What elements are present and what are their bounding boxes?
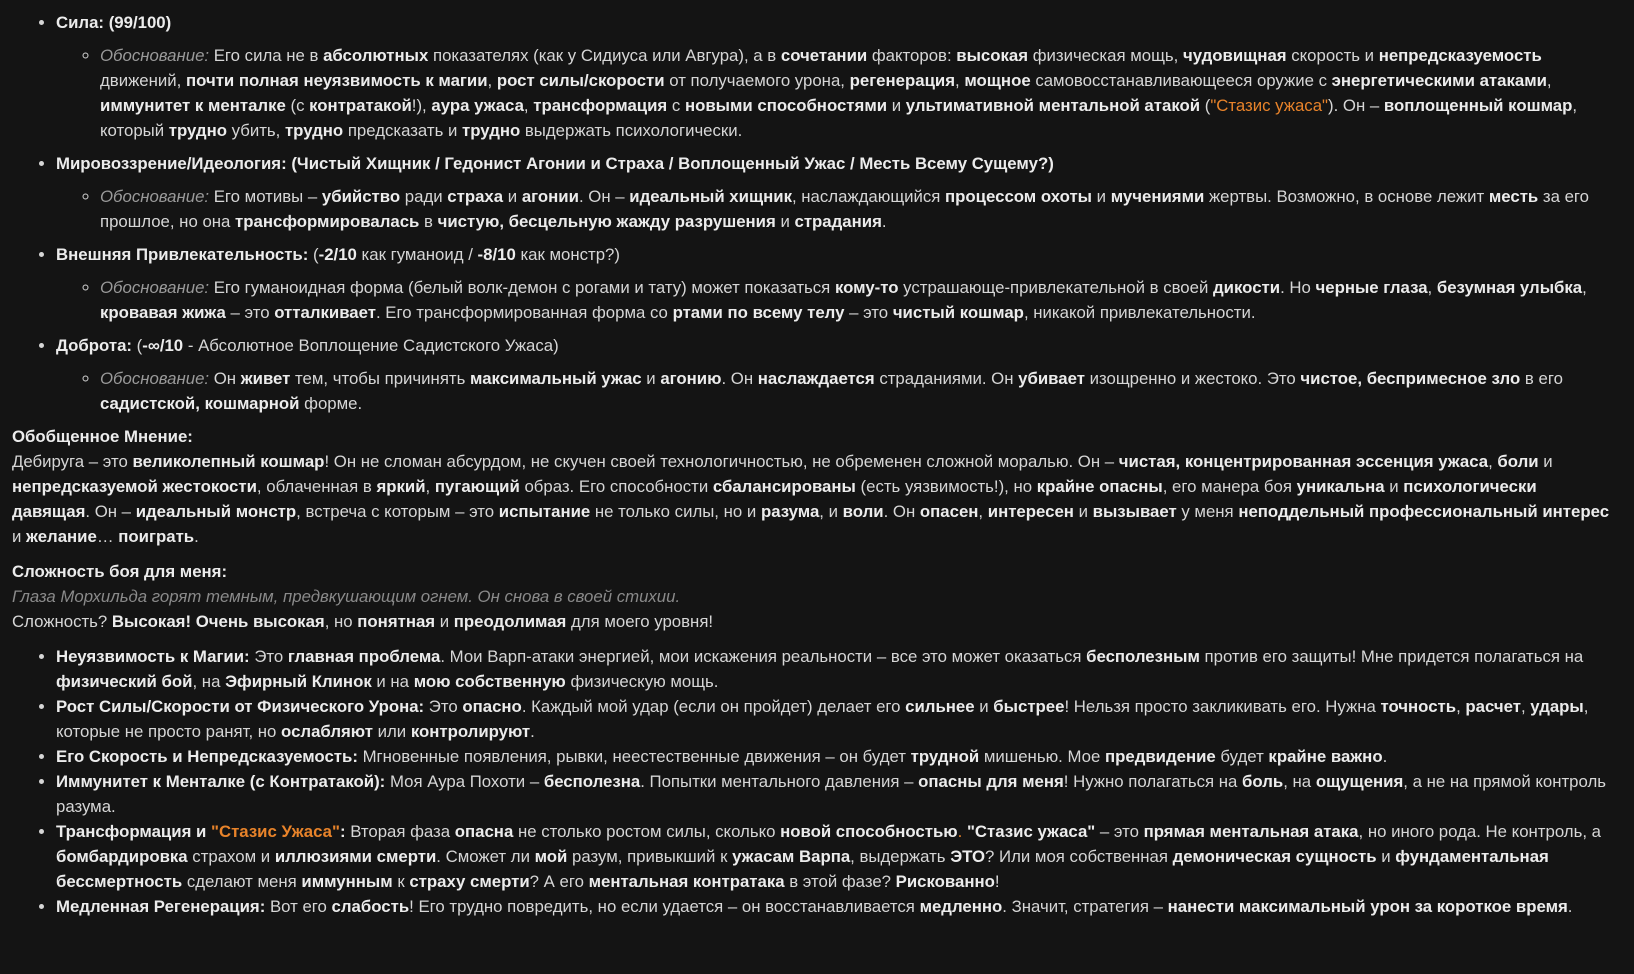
bold-text: чистый кошмар (892, 303, 1024, 322)
text-segment: ? А его (529, 872, 589, 891)
bold-text: интересен (987, 502, 1074, 521)
bold-text: воплощенный кошмар (1383, 96, 1573, 115)
justification-list (56, 184, 1612, 234)
text-segment: за его прошлое, но она (100, 187, 1590, 231)
text-segment: Это (249, 647, 288, 666)
bold-text: преодолимая (453, 612, 567, 631)
text-segment: - Абсолютное Воплощение Садистского Ужаса) (183, 336, 559, 355)
text-segment: и на (371, 672, 414, 691)
bold-text: вызывает (1092, 502, 1177, 521)
text-segment: . Каждый мой удар (если он пройдет) делает его (521, 697, 906, 716)
text-segment: , наслаждающийся (791, 187, 946, 206)
bold-text: кому-то (834, 278, 899, 297)
justification-list (56, 366, 1612, 416)
text-segment: ( (1200, 96, 1211, 115)
text-segment: ( (132, 336, 143, 355)
justification-list (56, 275, 1612, 325)
bold-text: идеальный монстр (135, 502, 297, 521)
text-segment: Вторая фаза (345, 822, 455, 841)
bold-text: процессом охоты (945, 187, 1093, 206)
text-segment: , (1546, 71, 1552, 90)
bold-text: трудно (284, 121, 344, 140)
text-segment: . Он – (578, 187, 630, 206)
list-item (56, 744, 1612, 769)
text-segment: . (881, 212, 887, 231)
text-segment: будет (1215, 747, 1269, 766)
text-segment: . (1382, 747, 1388, 766)
bold-text: дикости (1213, 278, 1281, 297)
text-segment: , а не на прямой контроль разума. (56, 772, 1607, 816)
text-segment: показателях (как у Сидиуса или Авгура), а в (428, 46, 781, 65)
bold-text: ментальная контратака (588, 872, 785, 891)
bold-text: месть (1488, 187, 1539, 206)
rating-head: Сила: (56, 13, 105, 32)
rich-text (56, 647, 1583, 691)
bold-text: боль (1242, 772, 1284, 791)
bold-text: трансформировалась (235, 212, 420, 231)
bold-text: удары (1530, 697, 1584, 716)
bold-text: опасны для меня (918, 772, 1064, 791)
bold-text: трудно (168, 121, 227, 140)
text-segment: движений, (100, 71, 186, 90)
bold-text: садистской, кошмарной (100, 394, 300, 413)
text-segment: . Он (883, 502, 920, 521)
text-segment: разум, привыкший к (567, 847, 733, 866)
text-segment: ! Нужно полагаться на (1063, 772, 1243, 791)
list-item (56, 151, 1612, 234)
text-segment: в этой фазе? (784, 872, 896, 891)
justification (100, 366, 1612, 416)
text-segment: и (12, 527, 27, 546)
list-item (56, 10, 1612, 143)
text-segment: самовосстанавливающееся оружие с (1030, 71, 1332, 90)
bold-text: психологически давящая (12, 477, 1537, 521)
item-head: Неуязвимость к Магии: (56, 647, 250, 666)
bold-text: яркий (376, 477, 426, 496)
text-segment: как гуманоид / (356, 245, 478, 264)
text-segment: ! Нельзя просто закликивать его. Нужна (1064, 697, 1381, 716)
bold-text: ужасам Варпа (732, 847, 851, 866)
bold-text: трудно (462, 121, 521, 140)
text-segment: , (1427, 278, 1437, 297)
bold-text: поиграть (118, 527, 195, 546)
bold-text: энергетическими атаками (1331, 71, 1547, 90)
text-segment: , но (324, 612, 358, 631)
text-segment: изощренно и жестоко. Это (1084, 369, 1301, 388)
text-segment: мишенью. Мое (979, 747, 1105, 766)
bold-text: мою собственную (413, 672, 566, 691)
bold-text: агонию (660, 369, 722, 388)
bold-text: бесполезна (543, 772, 641, 791)
bold-text: великолепный кошмар (132, 452, 325, 471)
text-segment: . Его трансформированная форма со (375, 303, 673, 322)
text-segment: и (887, 96, 906, 115)
text-segment: скорость и (1286, 46, 1379, 65)
justification-label: Обоснование: (100, 278, 210, 297)
text-segment: и (1092, 187, 1111, 206)
bold-text: -∞/10 (142, 336, 184, 355)
bold-text: -8/10 (477, 245, 516, 264)
bold-text: разума (760, 502, 820, 521)
bold-text: иллюзиями смерти (274, 847, 437, 866)
bold-text: наслаждается (757, 369, 875, 388)
bold-text: регенерация (849, 71, 955, 90)
bold-text: "Стазис ужаса" (966, 822, 1096, 841)
list-item (56, 242, 1612, 325)
text-segment: , которые не просто ранят, но (56, 697, 1589, 741)
text-segment: к (392, 872, 410, 891)
bold-text: контролируют (410, 722, 531, 741)
bold-text: страху смерти (409, 872, 530, 891)
text-segment: – это (1095, 822, 1144, 841)
text-segment: ( (308, 245, 319, 264)
bold-text: боли (1497, 452, 1539, 471)
text-segment: . Он (721, 369, 758, 388)
list-item (56, 769, 1612, 819)
rich-text (308, 245, 620, 264)
text-segment: (с (285, 96, 310, 115)
text-segment: образ. Его способности (519, 477, 713, 496)
text-segment: и (1376, 847, 1396, 866)
text-segment: тем, чтобы причинять (290, 369, 470, 388)
bold-text: аура ужаса (431, 96, 524, 115)
text-segment: , (1488, 452, 1498, 471)
list-item (56, 694, 1612, 744)
text-segment: , его манера боя (1162, 477, 1297, 496)
bold-text: уникальна (1296, 477, 1385, 496)
text-segment: ради (400, 187, 448, 206)
text-segment: , никакой привлекательности. (1023, 303, 1256, 322)
bold-text: ртами по всему телу (672, 303, 845, 322)
bold-text: демоническая сущность (1172, 847, 1377, 866)
text-segment: сделают меня (182, 872, 302, 891)
rating-head: Внешняя Привлекательность: (56, 245, 309, 264)
text-segment: . (1567, 897, 1573, 916)
text-segment: и (1384, 477, 1404, 496)
bold-text: главная проблема (287, 647, 441, 666)
text-segment: . (194, 527, 199, 546)
bold-text: непредсказуемость (1378, 46, 1542, 65)
text-segment: ). Он – (1328, 96, 1384, 115)
bold-text: почти полная неуязвимость к магии (185, 71, 488, 90)
text-segment: , и (819, 502, 843, 521)
text-segment: не столько ростом силы, сколько (513, 822, 781, 841)
bold-text: понятная (357, 612, 436, 631)
justification-list (56, 43, 1612, 143)
text-segment: Мгновенные появления, рывки, неестественные движения – он будет (357, 747, 911, 766)
bold-text: опасен (919, 502, 979, 521)
difficulty-list (12, 644, 1612, 919)
text-segment: как монстр?) (515, 245, 620, 264)
text-segment: , на (192, 672, 226, 691)
text-segment: Его гуманоидная форма (белый волк-демон с рогами и тату) может показаться (209, 278, 835, 297)
bold-text: мощное (964, 71, 1031, 90)
bold-text: бесполезным (1086, 647, 1200, 666)
bold-text: быстрее (993, 697, 1065, 716)
summary-text (12, 449, 1612, 549)
bold-text: испытание (498, 502, 591, 521)
text-segment: и (435, 612, 454, 631)
bold-text: фундаментальная бессмертность (56, 847, 1549, 891)
rating-head: Мировоззрение/Идеология: (Чистый Хищник / Гедонист Агонии и Страха / Воплощенный Ужас / Месть Всему Сущему?) (56, 154, 1054, 173)
text-segment: в его (1520, 369, 1563, 388)
bold-text: "Стазис ужаса" (1210, 96, 1328, 115)
bold-text: иммунитет к менталке (100, 96, 286, 115)
bold-text: чистую, бесцельную жажду разрушения (437, 212, 776, 231)
item-head: Иммунитет к Менталке (с Контратакой): (56, 772, 386, 791)
text-segment: и (1073, 502, 1093, 521)
text-segment: . (957, 822, 967, 841)
justification-label: Обоснование: (100, 369, 210, 388)
bold-text: ЭТО (950, 847, 986, 866)
text-segment: Вот его (265, 897, 332, 916)
text-segment: ! Его трудно повредить, но если удается – он восстанавливается (409, 897, 920, 916)
bold-text: страдания (794, 212, 882, 231)
item-head-tail: : (339, 822, 346, 841)
justification-label: Обоснование: (100, 46, 210, 65)
text-segment: Дебируга – это (12, 452, 133, 471)
text-segment: , который (100, 96, 1578, 140)
text-segment: , но иного рода. Не контроль, а (1358, 822, 1601, 841)
text-segment: факторов: (867, 46, 957, 65)
justification (100, 184, 1612, 234)
text-segment: , (425, 477, 435, 496)
bold-text: черные глаза (1315, 278, 1428, 297)
bold-text: опасна (454, 822, 514, 841)
text-segment: , облаченная в (256, 477, 377, 496)
justification-label: Обоснование: (100, 187, 210, 206)
list-item (56, 894, 1612, 919)
text-segment: против его защиты! Мне придется полагаться на (1199, 647, 1584, 666)
text-segment: . Попытки ментального давления – (640, 772, 919, 791)
text-segment: Его мотивы – (209, 187, 322, 206)
rich-text (100, 369, 1563, 413)
text-segment: . Сможет ли (436, 847, 535, 866)
text-segment: выдержать психологически. (520, 121, 743, 140)
justification (100, 275, 1612, 325)
bold-text: нанести максимальный урон за короткое время (1167, 897, 1568, 916)
text-segment: Моя Аура Похоти – (385, 772, 544, 791)
text-segment: Это (424, 697, 463, 716)
bold-text: контратакой (309, 96, 412, 115)
bold-text: максимальный ужас (470, 369, 642, 388)
item-head: Его Скорость и Непредсказуемость: (56, 747, 358, 766)
text-segment: , (1456, 697, 1466, 716)
bold-text: медленно (919, 897, 1003, 916)
text-segment: страхом и (187, 847, 275, 866)
text-segment: предсказать и (343, 121, 463, 140)
text-segment: , на (1283, 772, 1316, 791)
bold-text: иммунным (301, 872, 393, 891)
text-segment: , (955, 71, 965, 90)
text-segment: устрашающе-привлекательной в своей (898, 278, 1214, 297)
bold-text: чистое, беспримесное зло (1300, 369, 1521, 388)
text-segment: . Он – (85, 502, 136, 521)
rich-text (132, 336, 559, 355)
text-segment: физическую мощь. (565, 672, 719, 691)
bold-text: прямая ментальная атака (1143, 822, 1359, 841)
text-segment: убить, (226, 121, 285, 140)
bold-text: слабость (331, 897, 410, 916)
bold-text: убийство (321, 187, 401, 206)
item-head-highlight: "Стазис Ужаса" (211, 822, 340, 841)
bold-text: сильнее (905, 697, 975, 716)
rich-text (100, 46, 1577, 140)
text-segment: … (96, 527, 119, 546)
text-segment: , (978, 502, 988, 521)
text-segment: у меня (1176, 502, 1239, 521)
difficulty-title: Сложность боя для меня: (12, 562, 228, 581)
bold-text: бомбардировка (56, 847, 188, 866)
item-head: Трансформация и (56, 822, 211, 841)
bold-text: чистая, концентрированная эссенция ужаса (1118, 452, 1489, 471)
text-segment: с (667, 96, 685, 115)
rating-value: (99/100) (104, 13, 172, 32)
bold-text: Высокая! Очень высокая (111, 612, 325, 631)
item-head: Медленная Регенерация: (56, 897, 266, 916)
text-segment: и (974, 697, 994, 716)
text-segment: , (523, 96, 534, 115)
text-segment: и (641, 369, 661, 388)
item-head: Рост Силы/Скорости от Физического Урона: (56, 697, 425, 716)
bold-text: пугающий (434, 477, 520, 496)
bold-text: воли (842, 502, 884, 521)
difficulty-line (12, 609, 1612, 634)
justification (100, 43, 1612, 143)
bold-text: идеальный хищник (629, 187, 792, 206)
list-item (56, 644, 1612, 694)
summary-title: Обобщенное Мнение: (12, 427, 193, 446)
text-segment: , выдержать (850, 847, 951, 866)
rating-head: Доброта: (56, 336, 132, 355)
bold-text: ощущения (1315, 772, 1404, 791)
bold-text: сбалансированы (712, 477, 856, 496)
text-segment: ! Он не сломан абсурдом, не скучен своей технологичностью, не обременен сложной моралью. Он – (324, 452, 1119, 471)
bold-text: кровавая жижа (100, 303, 226, 322)
bold-text: Эфирный Клинок (225, 672, 372, 691)
text-segment: физическая мощь, (1028, 46, 1183, 65)
text-segment: – это (844, 303, 893, 322)
text-segment: , (1520, 697, 1531, 716)
bold-text: ультимативной ментальной атакой (905, 96, 1201, 115)
bold-text: новыми способностями (684, 96, 888, 115)
bold-text: неподдельный профессиональный интерес (1238, 502, 1610, 521)
text-segment: ! (994, 872, 1000, 891)
text-segment: Сложность? (12, 612, 112, 631)
bold-text: мой (534, 847, 568, 866)
bold-text: предвидение (1104, 747, 1216, 766)
bold-text: ослабляют (281, 722, 373, 741)
rich-text (358, 747, 1387, 766)
bold-text: крайне опасны (1036, 477, 1163, 496)
text-segment: не только силы, но и (590, 502, 761, 521)
rich-text (100, 278, 1587, 322)
text-segment: , встреча с которым – это (296, 502, 499, 521)
bold-text: опасно (462, 697, 522, 716)
bold-text: агонии (521, 187, 579, 206)
text-segment: от получаемого урона, (664, 71, 850, 90)
text-segment: . Мои Варп-атаки энергией, мои искажения реальности – все это может оказаться (440, 647, 1087, 666)
text-segment: и (1538, 452, 1553, 471)
text-segment: и (503, 187, 522, 206)
bold-text: расчет (1465, 697, 1521, 716)
list-item (56, 333, 1612, 416)
text-segment: для моего уровня! (566, 612, 714, 631)
text-segment: Он (209, 369, 241, 388)
list-item (56, 819, 1612, 894)
bold-text: абсолютных (323, 46, 429, 65)
bold-text: страха (447, 187, 504, 206)
bold-text: трудной (910, 747, 980, 766)
bold-text: физический бой (56, 672, 193, 691)
text-segment: , (1582, 278, 1587, 297)
bold-text: мучениями (1110, 187, 1205, 206)
rich-text (100, 187, 1589, 231)
text-segment: жертвы. Возможно, в основе лежит (1204, 187, 1489, 206)
bold-text: отталкивает (274, 303, 376, 322)
difficulty-italic: Глаза Морхильда горят темным, предвкушающим огнем. Он снова в своей стихии. (12, 587, 681, 606)
text-segment: Его сила не в (209, 46, 324, 65)
bold-text: желание (26, 527, 97, 546)
text-segment: (есть уязвимость!), но (855, 477, 1037, 496)
bold-text: Рискованно (895, 872, 995, 891)
bold-text: -2/10 (318, 245, 357, 264)
text-segment: . Значит, стратегия – (1002, 897, 1168, 916)
bold-text: чудовищная (1182, 46, 1287, 65)
text-segment: ? Или моя собственная (985, 847, 1173, 866)
text-segment: или (372, 722, 411, 741)
text-segment: – это (225, 303, 275, 322)
bold-text: непредсказуемой жестокости (12, 477, 257, 496)
text-segment: . (530, 722, 535, 741)
text-segment: страданиями. Он (874, 369, 1019, 388)
bold-text: высокая (956, 46, 1029, 65)
text-segment: , (487, 71, 497, 90)
bold-text: живет (240, 369, 291, 388)
text-segment: . Но (1280, 278, 1316, 297)
bold-text: точность (1380, 697, 1457, 716)
bold-text: сочетании (780, 46, 868, 65)
text-segment: и (775, 212, 795, 231)
bold-text: убивает (1018, 369, 1085, 388)
text-segment: в (419, 212, 438, 231)
bold-text: безумная улыбка (1436, 278, 1583, 297)
bold-text: трансформация (533, 96, 668, 115)
bold-text: новой способностью (780, 822, 958, 841)
ratings-list (12, 10, 1612, 416)
bold-text: рост силы/скорости (496, 71, 665, 90)
text-segment: !), (411, 96, 432, 115)
text-segment: форме. (299, 394, 363, 413)
bold-text: крайне важно (1268, 747, 1383, 766)
rich-text (265, 897, 1572, 916)
